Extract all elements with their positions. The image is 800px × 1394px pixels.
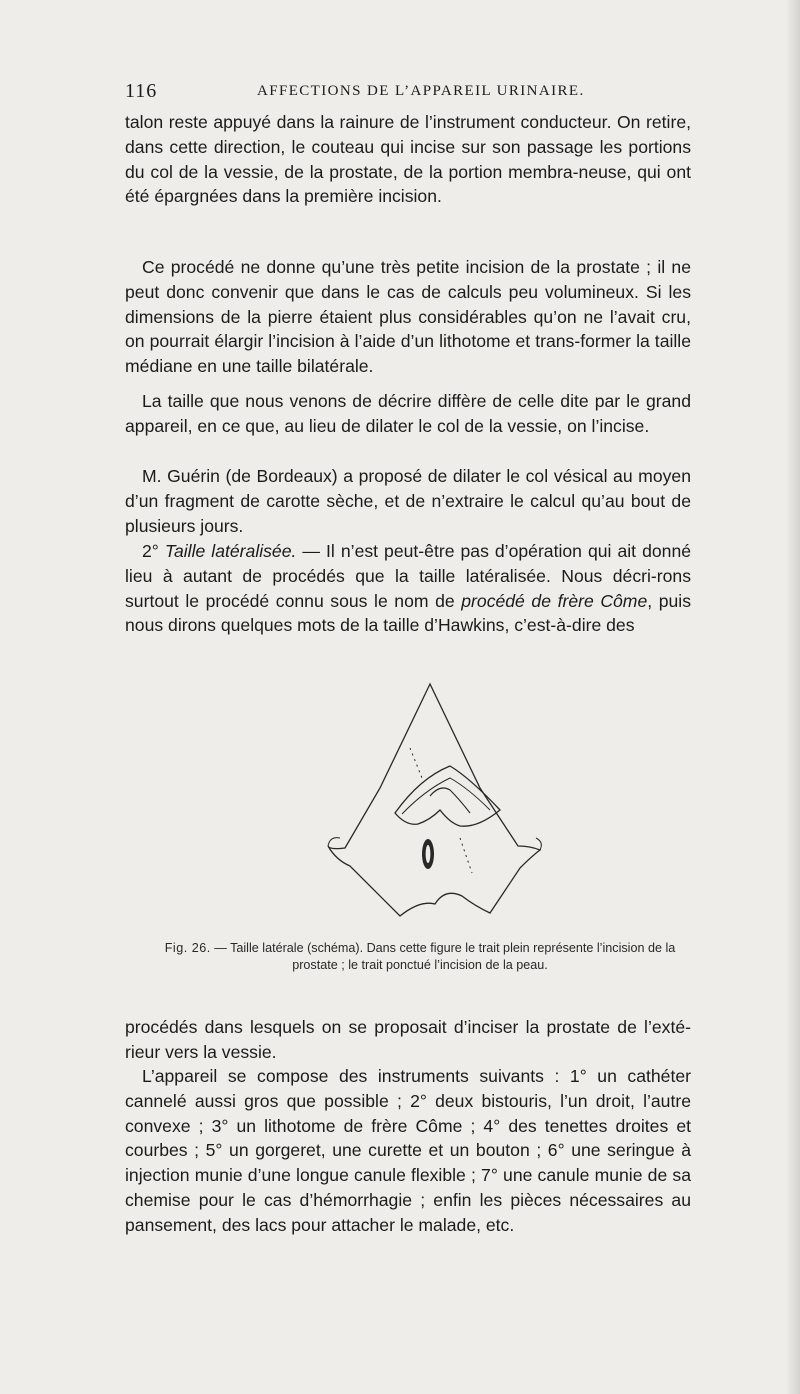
paragraph-7: L’appareil se compose des instruments suivants : 1° un cathéter cannelé aussi gros que possible ; 2° deux bistouris, l’un droit, l’autre convexe ; 3° un lithotome de frère Côme ; 4° des tenettes droites et courbes ; 5° un gorgeret, une curette et un bouton ; 6° une seringue à injection munie d’une longue canule flexible ; 7° une canule munie de sa chemise pour le cas d’hémorrhagie ; enfin les pièces nécessaires au pansement, des lacs pour attacher le malade, etc.: [125, 1066, 691, 1235]
prostate-outline: [395, 766, 500, 826]
inner-curve: [402, 778, 490, 814]
section-heading: Taille latéralisée.: [164, 541, 297, 561]
section-number: 2°: [142, 541, 159, 561]
paragraph-5: [125, 539, 691, 638]
running-head: AFFECTIONS DE L’APPAREIL URINAIRE.: [257, 83, 585, 99]
page-number: 116: [125, 80, 158, 102]
prostate-incision: [430, 788, 470, 813]
paragraph-5-text-b: , puis nous dirons quelques mots de la taille d’Hawkins, c’est-à-dire des: [125, 590, 691, 636]
paragraph-2: Ce procédé ne donne qu’une très petite incision de la prostate ; il ne peut donc convenir que dans le cas de calculs peu volumineux. Si les dimensions de la pierre étaient plus considérables qu’on ne l’avait cru, on pourrait élargir l’incision à l’aide d’un lithotome et trans-former la taille médiane en une taille bilatérale.: [125, 257, 691, 377]
paragraph-5-text-a: — Il n’est peut-être pas d’opération qui ait donné lieu à autant de procédés que la taille latéralisée. Nous décri-rons surtout le procédé connu sous le nom de: [125, 541, 692, 611]
paragraph-1: talon reste appuyé dans la rainure de l’instrument conducteur. On retire, dans cette direction, le couteau qui incise sur son passage les portions du col de la vessie, de la prostate, de la portion membra-neuse, qui ont été épargnées dans la première incision.: [125, 112, 691, 207]
skin-outline: [328, 684, 540, 916]
paragraph-3: La taille que nous venons de décrire diffère de celle dite par le grand appareil, en ce que, au lieu de dilater le col de la vessie, on l’incise.: [125, 391, 691, 436]
figure-caption: [160, 940, 680, 974]
page-header: [125, 80, 685, 106]
italic-term: procédé de frère Côme: [461, 590, 648, 611]
figure-26-diagram: [300, 678, 560, 940]
paragraph-6: procédés dans lesquels on se proposait d’inciser la prostate de l’exté-rieur vers la vessie.: [125, 1017, 691, 1062]
page-edge-shadow: [786, 0, 800, 1394]
figure-label: Fig. 26.: [164, 941, 211, 955]
paragraph-4: M. Guérin (de Bordeaux) a proposé de dilater le col vésical au moyen d’un fragment de carotte sèche, et de n’extraire le calcul qu’au bout de plusieurs jours.: [125, 466, 691, 536]
figure-caption-text: — Taille latérale (schéma). Dans cette figure le trait plein représente l’incision de la prostate ; le trait ponctué l’incision de la peau.: [210, 941, 676, 972]
